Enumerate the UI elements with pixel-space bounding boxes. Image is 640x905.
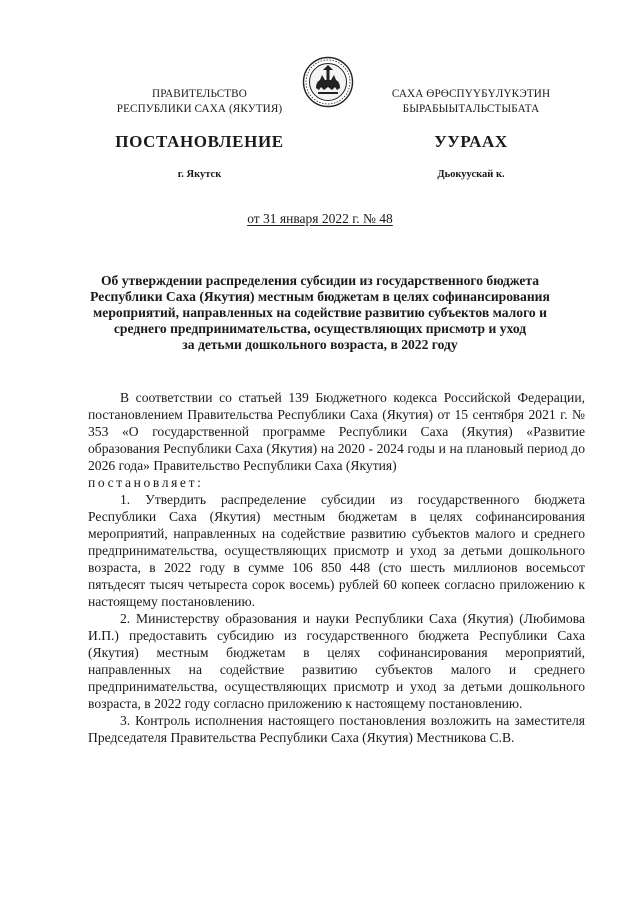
header-left-line1: ПРАВИТЕЛЬСТВО	[152, 88, 247, 100]
header-right-line2: БЫРАБЫЫТАЛЬСТЫБАТА	[402, 103, 540, 115]
title-line: мероприятий, направленных на содействие развитию субъектов малого и	[93, 305, 547, 320]
doc-type-sakha: УУРААХ	[434, 132, 508, 151]
city-ru: г. Якутск	[177, 169, 222, 180]
coat-of-arms-emblem	[302, 56, 354, 108]
city-sakha: Дьокуускай к.	[437, 169, 505, 180]
item-1-paragraph: 1. Утвердить распределение субсидии из государственного бюджета Республики Саха (Якутия) местным бюджетам в целях софинансирования мероприятий, направленных на содействие развитию субъектов малого и среднего предпринимательства, осуществляющих присмотр и уход за детьми дошкольного возраста, в 2022 году в сумме 106 850 448 (сто шесть миллионов восемьсот пятьдесят тысяч четыреста сорок восемь) рублей 60 копеек согласно приложению к настоящему постановлению.	[88, 492, 585, 609]
doc-type-ru: ПОСТАНОВЛЕНИЕ	[115, 132, 284, 151]
date-number-line: от 31 января 2022 г. № 48	[247, 211, 393, 226]
title-line: Республики Саха (Якутия) местным бюджетам в целях софинансирования	[90, 289, 550, 304]
header-right	[356, 87, 586, 117]
title-line: среднего предпринимательства, осуществляющих присмотр и уход	[113, 321, 527, 336]
title-line: за детьми дошкольного возраста, в 2022 году	[182, 337, 458, 352]
header-left	[92, 87, 307, 117]
decree-word: постановляет:	[88, 475, 204, 490]
title-line: Об утверждении распределения субсидии из государственного бюджета	[100, 273, 540, 288]
intro-paragraph: В соответствии со статьей 139 Бюджетного кодекса Российской Федерации, постановлением Правительства Республики Саха (Якутия) от 15 сентября 2021 г. № 353 «О государственной программе Республики Саха (Якутия) «Развитие образования Республики Саха (Якутия) на 2020 - 2024 годы и на плановый период до 2026 года» Правительство Республики Саха (Якутия)	[88, 390, 585, 473]
document-body	[88, 389, 585, 746]
document-title	[74, 273, 566, 353]
item-3-paragraph: 3. Контроль исполнения настоящего постановления возложить на заместителя Председателя Правительства Республики Саха (Якутия) Местникова С.В.	[88, 713, 585, 745]
item-2-paragraph: 2. Министерству образования и науки Республики Саха (Якутия) (Любимова И.П.) предоставить субсидию из государственного бюджета Республики Саха (Якутия) местным бюджетам в целях софинансирования мероприятий, направленных на содействие развитию субъектов малого и среднего предпринимательства, осуществляющих присмотр и уход за детьми дошкольного возраста, в 2022 году согласно приложению к настоящему постановлению.	[88, 611, 585, 711]
header-right-line1: САХА ӨРӨСПҮҮБҮЛҮКЭТИН	[391, 88, 551, 100]
header-left-line2: РЕСПУБЛИКИ САХА (ЯКУТИЯ)	[116, 103, 283, 115]
